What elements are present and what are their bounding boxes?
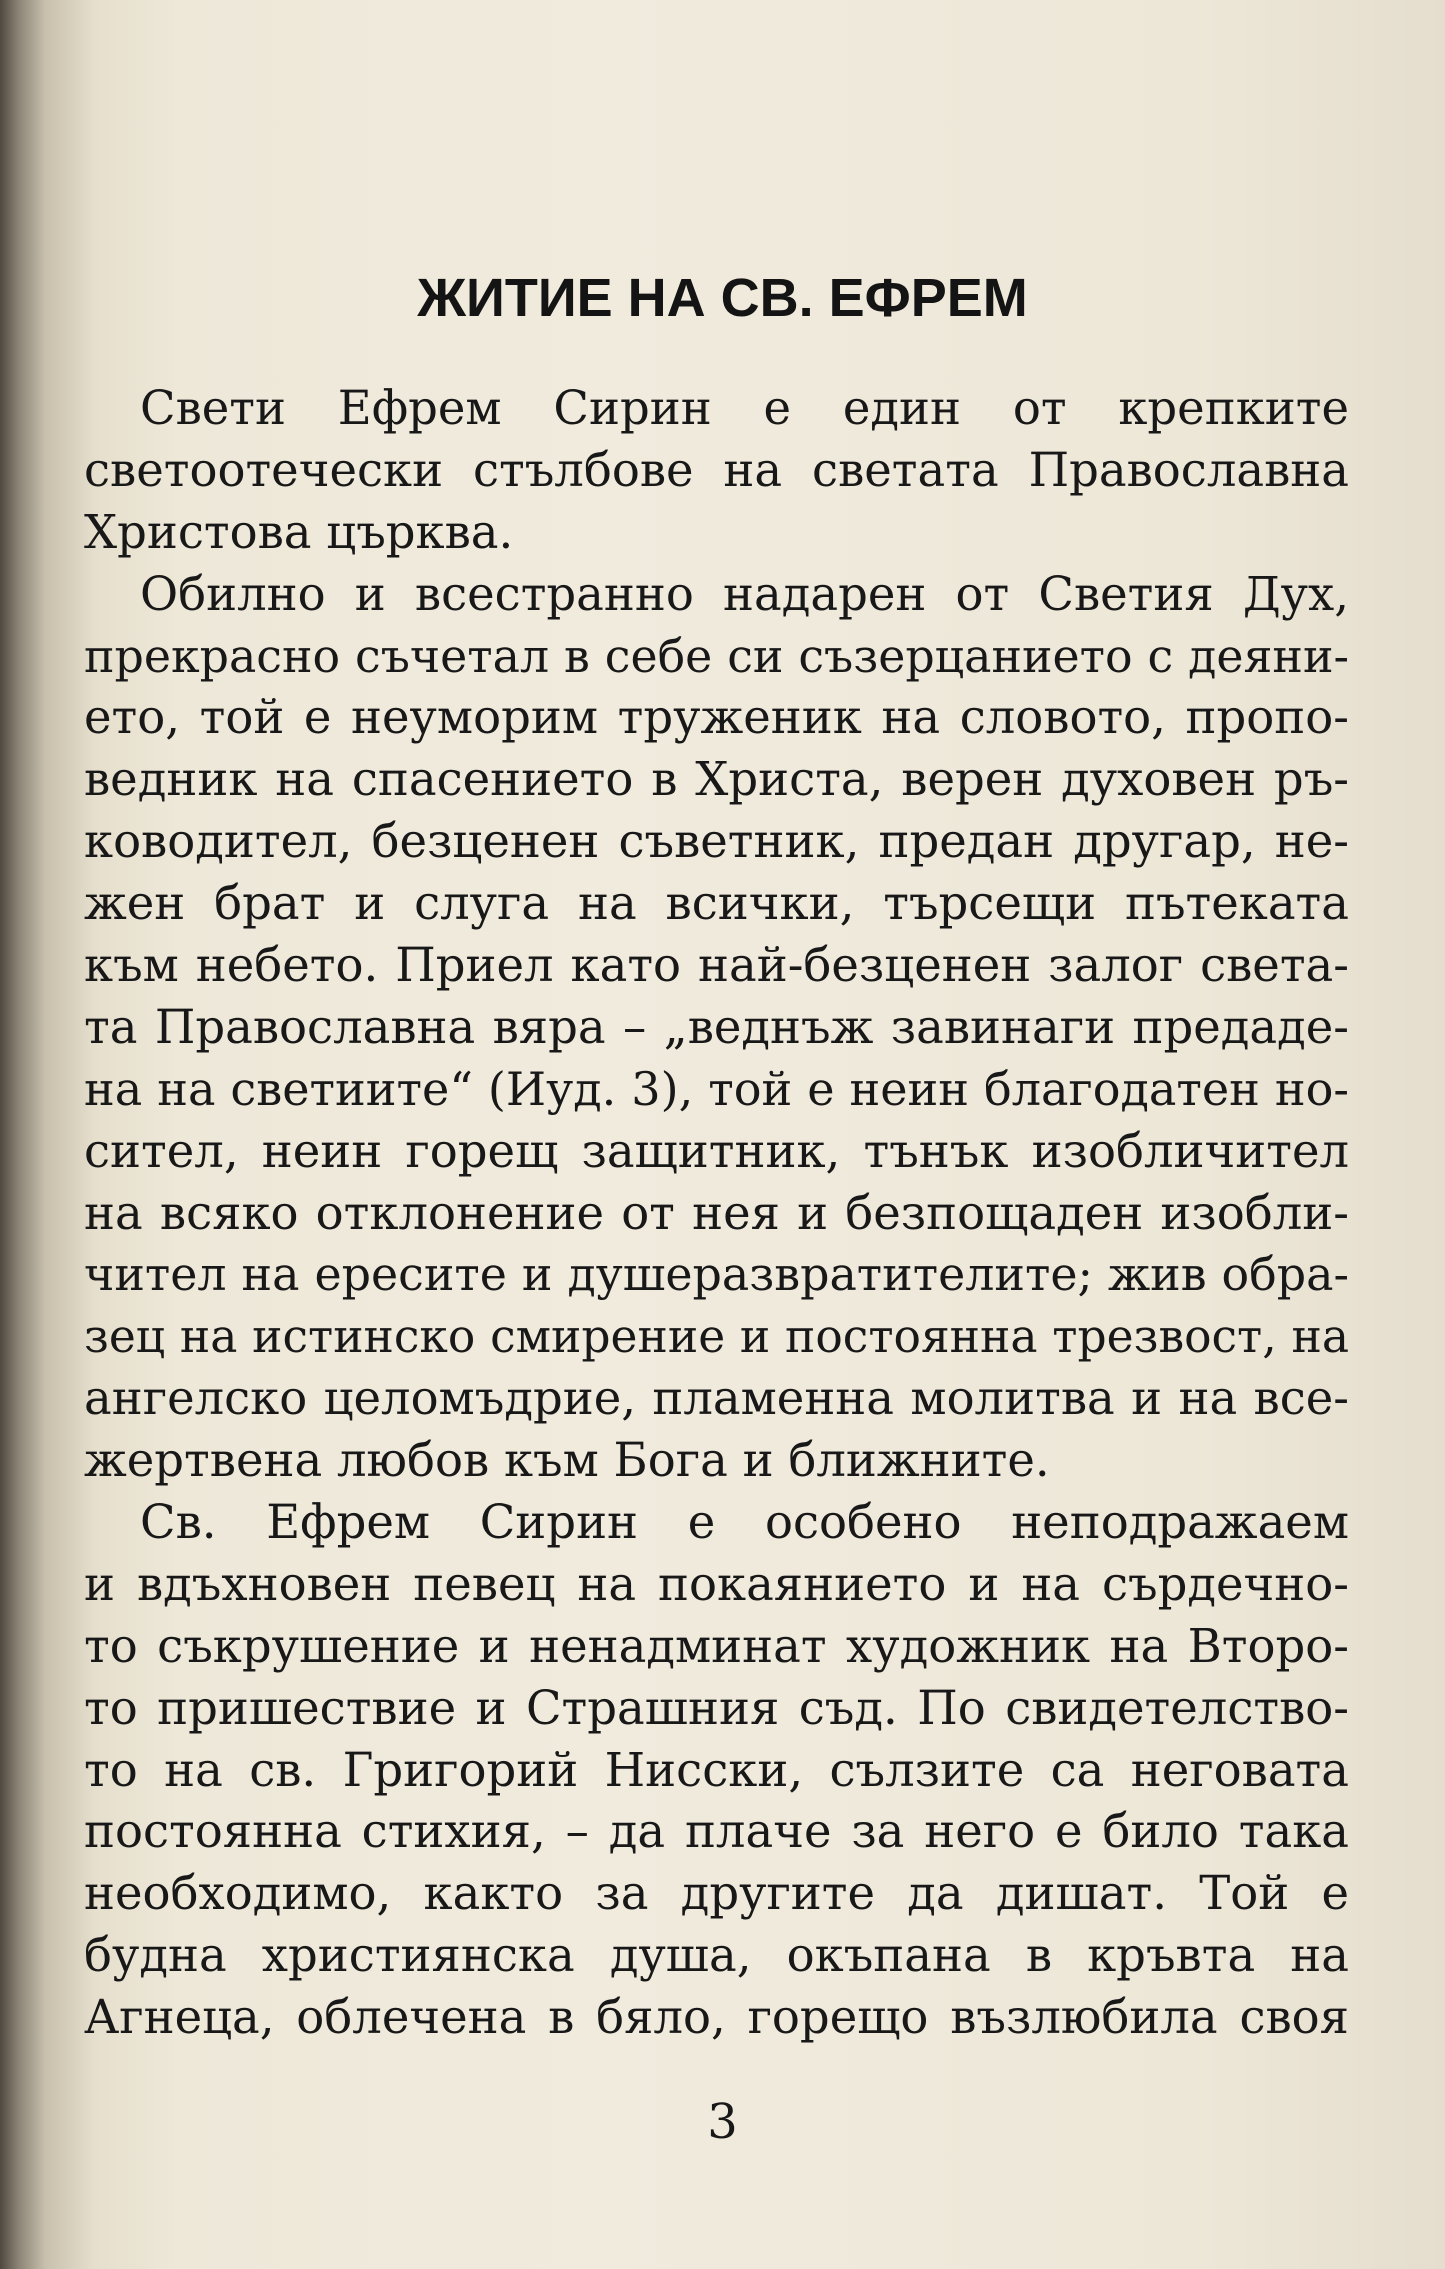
text-line: ководител, безценен съветник, предан другар, не-: [84, 814, 1349, 869]
paragraph: [84, 1492, 1349, 2049]
text-line: та Православна вяра – „веднъж завинаги предаде-: [84, 999, 1349, 1054]
text-line: прекрасно съчетал в себе си съзерцанието с деяни-: [84, 628, 1349, 683]
text-line: ето, той е неуморим труженик на словото, пропо-: [84, 690, 1349, 745]
text-line: и вдъхновен певец на покаянието и на сърдечно-: [84, 1556, 1349, 1611]
page-number: 3: [707, 2094, 738, 2150]
text-line: Агнеца, облечена в бяло, горещо възлюбила своя: [84, 1990, 1349, 2045]
text-line: Свети Ефрем Сирин е един от крепките: [140, 381, 1349, 435]
paragraph: [84, 564, 1349, 1492]
text-line: Св. Ефрем Сирин е особено неподражаем: [140, 1495, 1349, 1550]
text-line: Обилно и всестранно надарен от Светия Дух,: [140, 566, 1349, 621]
text-line: чител на ересите и душеразвратителите; жив обра-: [84, 1247, 1349, 1302]
page-body: [84, 378, 1349, 2049]
text-line: постоянна стихия, – да плаче за него е било така: [84, 1804, 1349, 1859]
text-line: жертвена любов към Бога и ближните.: [84, 1433, 1050, 1488]
text-line: на всяко отклонение от нея и безпощаден изобли-: [84, 1185, 1349, 1240]
text-line: към небето. Приел като най-безценен залог света-: [84, 938, 1349, 993]
text-line: светоотечески стълбове на светата Православна: [84, 442, 1349, 497]
text-line: ведник на спасението в Христа, верен духовен ръ-: [84, 752, 1349, 807]
text-line: то съкрушение и ненадминат художник на Второ-: [84, 1618, 1349, 1673]
text-line: сител, неин горещ защитник, тънък изобличител: [84, 1123, 1349, 1178]
text-line: то на св. Григорий Нисски, сълзите са неговата: [84, 1742, 1349, 1797]
paragraph: [84, 378, 1349, 564]
text-line: жен брат и слуга на всички, търсещи пътеката: [84, 876, 1349, 931]
text-line: будна християнска душа, окъпана в кръвта на: [84, 1928, 1349, 1983]
text-line: Христова църква.: [84, 504, 514, 559]
text-line: на на светиите“ (Иуд. 3), той е неин благодатен но-: [84, 1061, 1349, 1116]
chapter-title: ЖИТИЕ НА СВ. ЕФРЕМ: [417, 268, 1028, 328]
text-line: зец на истинско смирение и постоянна трезвост, на: [84, 1310, 1349, 1364]
text-line: ангелско целомъдрие, пламенна молитва и на все-: [84, 1371, 1349, 1426]
text-line: необходимо, както за другите да дишат. Той е: [84, 1866, 1349, 1921]
text-line: то пришествие и Страшния съд. По свидетелство-: [84, 1680, 1349, 1735]
